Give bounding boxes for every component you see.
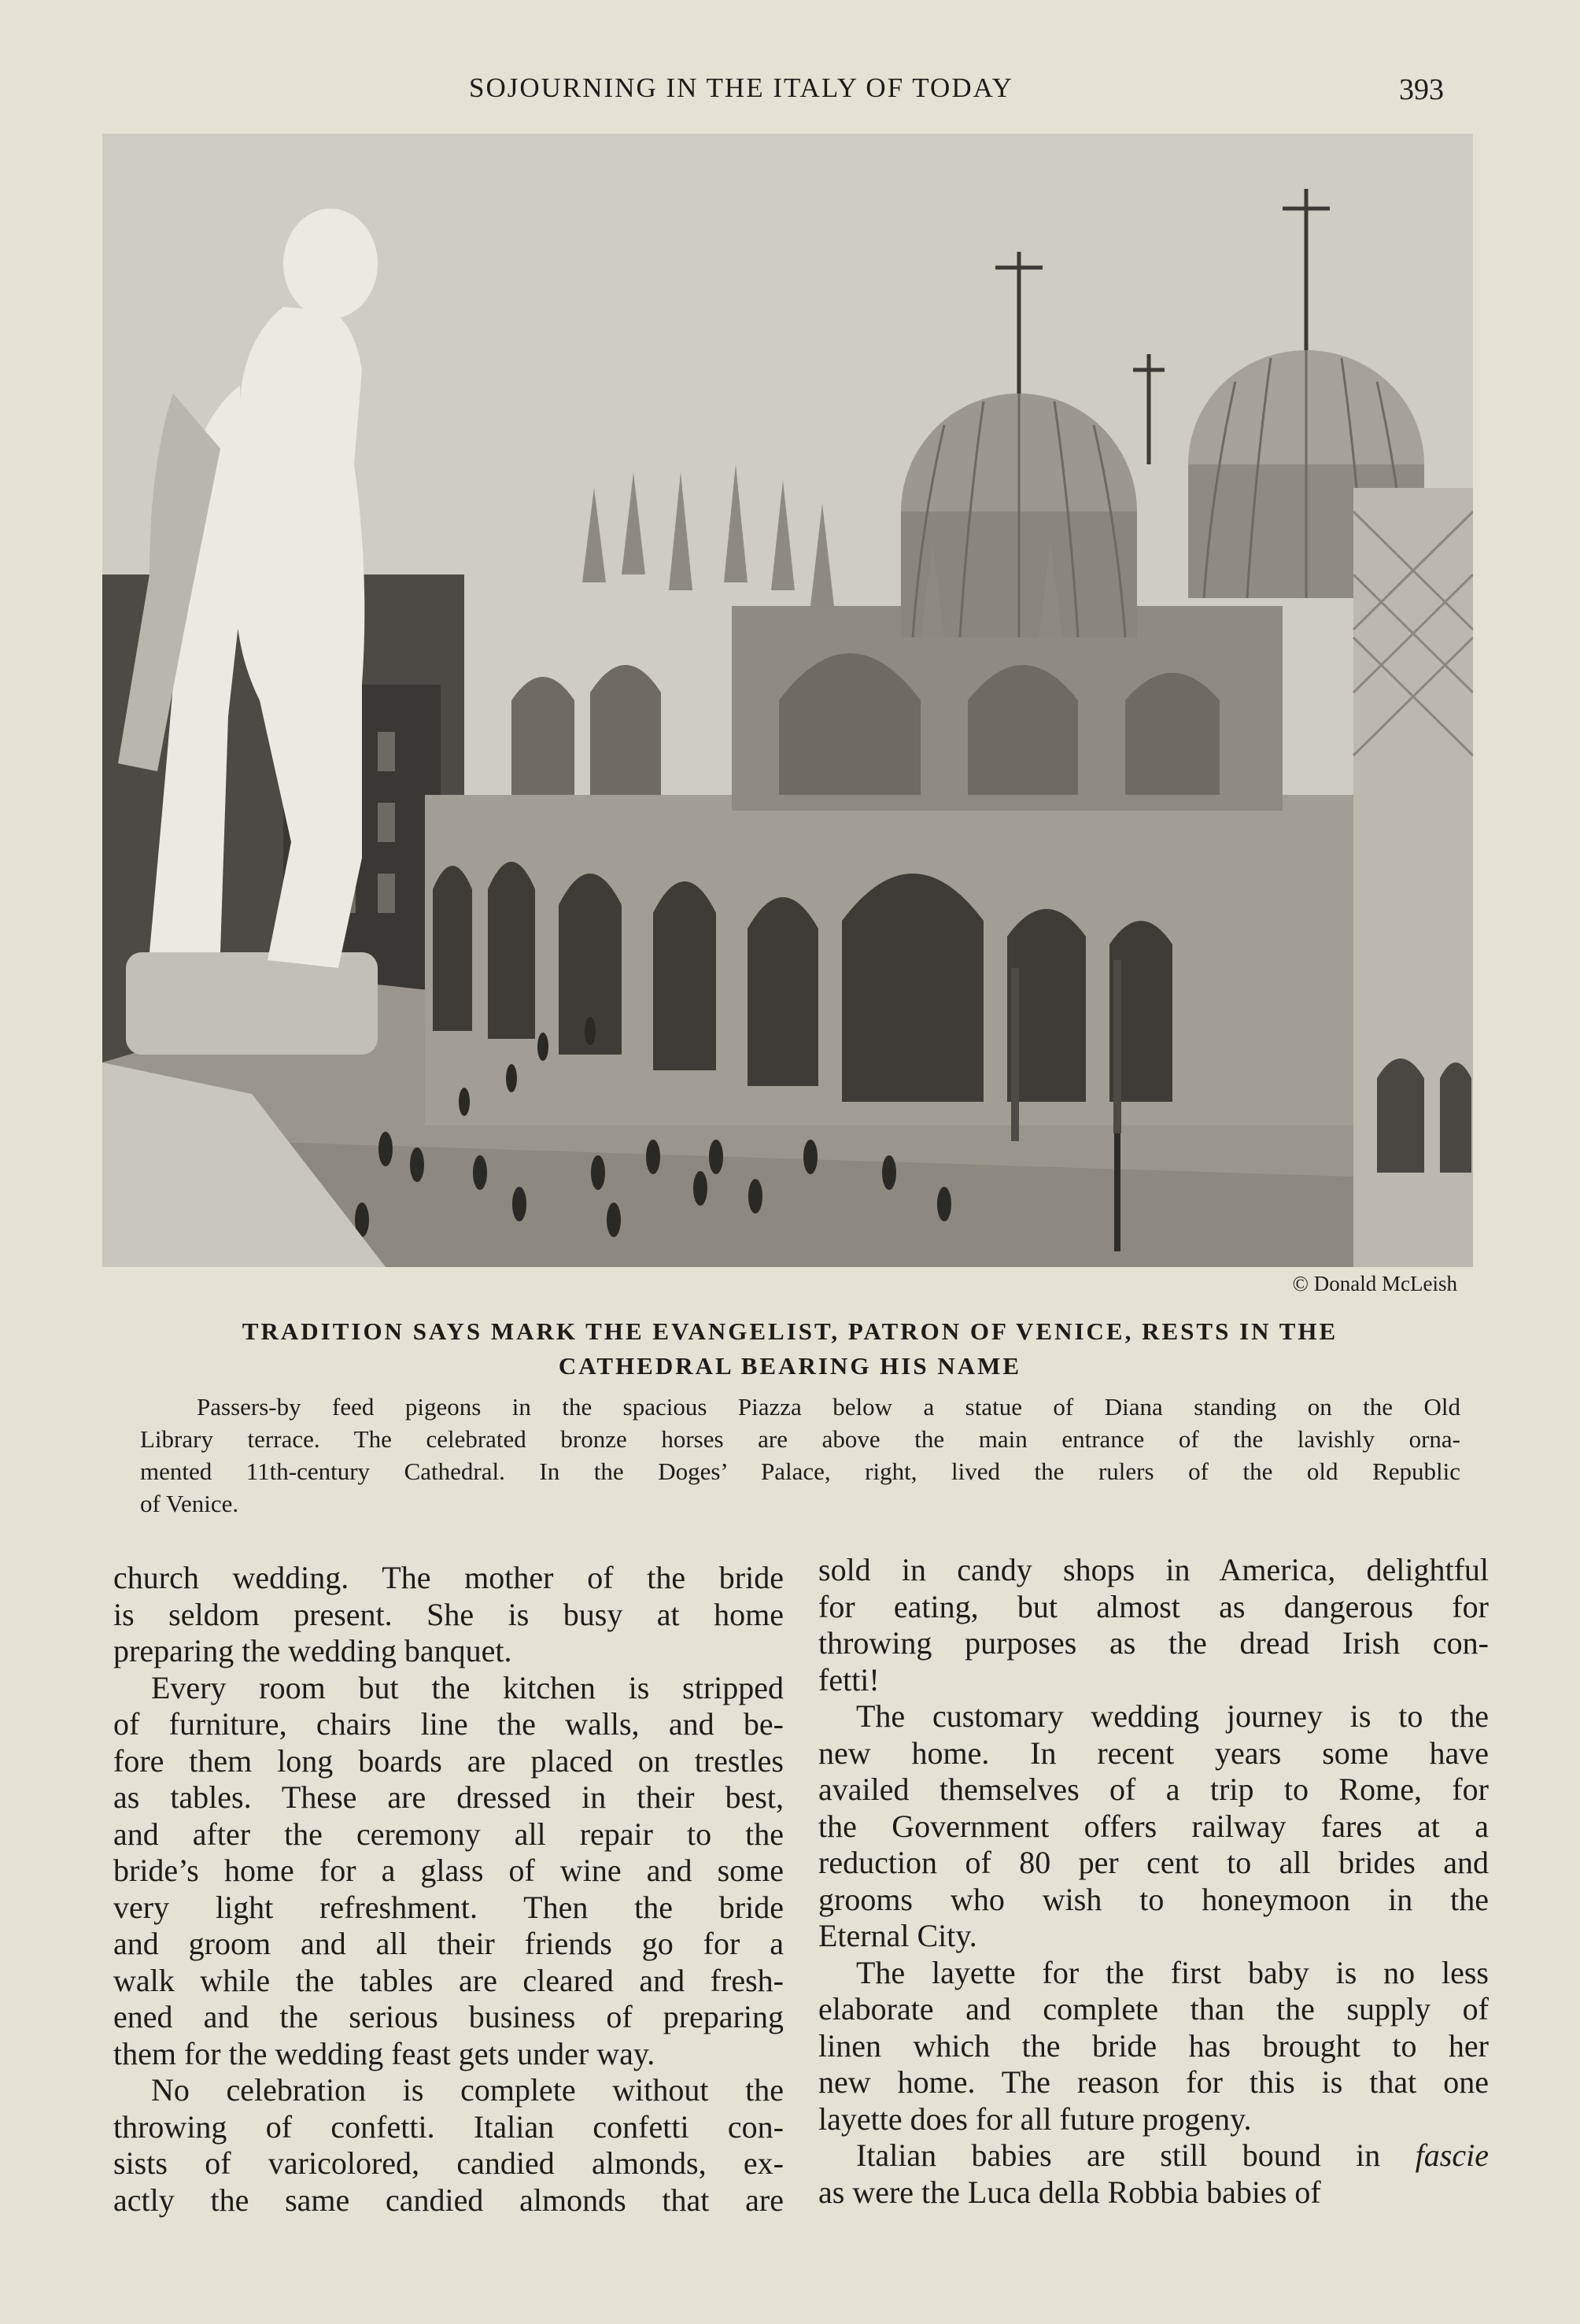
text-line: sists of varicolored, candied almonds, ex-: [113, 2145, 784, 2181]
text-line: The layette for the first baby is no less: [856, 1954, 1489, 1990]
text-line: new home. The reason for this is that one: [818, 2064, 1489, 2100]
text-line: availed themselves of a trip to Rome, for: [818, 1772, 1489, 1807]
text-line: reduction of 80 per cent to all brides and: [818, 1845, 1489, 1880]
text-line: for eating, but almost as dangerous for: [818, 1588, 1489, 1624]
text-line: and after the ceremony all repair to the: [113, 1816, 784, 1852]
text-line: walk while the tables are cleared and fresh-: [113, 1962, 784, 1998]
text-line: grooms who wish to honeymoon in the: [818, 1881, 1489, 1917]
text-line: church wedding. The mother of the bride: [113, 1560, 784, 1595]
photo-st-marks-basilica: [102, 134, 1473, 1267]
text-line: [818, 2137, 1489, 2174]
text-line: fetti!: [818, 1661, 880, 1698]
caption-line: Passers-by feed pigeons in the spacious Piazza below a statue of Diana standing on the Old: [197, 1393, 1460, 1421]
text-line: is seldom present. She is busy at home: [113, 1596, 784, 1632]
text-line: linen which the bride has brought to her: [818, 2027, 1489, 2064]
text-line: fore them long boards are placed on trestles: [113, 1742, 784, 1779]
right-column: [818, 1552, 1489, 2211]
text-line: elaborate and complete than the supply of: [818, 1991, 1489, 2027]
running-title: SOJOURNING IN THE ITALY OF TODAY: [469, 72, 1013, 103]
text-line: ened and the serious business of preparing: [113, 1999, 784, 2034]
caption-line: of Venice.: [140, 1490, 239, 1517]
text-line: as tables. These are dressed in their best,: [113, 1779, 784, 1815]
text-line: bride’s home for a glass of wine and some: [113, 1853, 784, 1888]
text-line: and groom and all their friends go for a: [113, 1926, 784, 1961]
text-line: throwing of confetti. Italian confetti con-: [113, 2108, 784, 2145]
text-line: No celebration is complete without the: [151, 2072, 784, 2108]
text-line: The customary wedding journey is to the: [856, 1698, 1489, 1734]
italic-word: fascie: [1415, 2137, 1489, 2173]
text-fragment: Italian babies are still bound in: [856, 2137, 1416, 2173]
caption-title-line: CATHEDRAL BEARING HIS NAME: [558, 1352, 1022, 1380]
text-line: as were the Luca della Robbia babies of: [818, 2174, 1321, 2210]
photo-illustration: [102, 134, 1473, 1267]
caption-line: Library terrace. The celebrated bronze horses are above the main entrance of the lavishly orna-: [140, 1425, 1460, 1453]
text-line: layette does for all future progeny.: [818, 2100, 1252, 2137]
text-line: very light refreshment. Then the bride: [113, 1889, 784, 1925]
caption-title-line: TRADITION SAYS MARK THE EVANGELIST, PATRON OF VENICE, RESTS IN THE: [242, 1317, 1338, 1345]
caption-title: [157, 1314, 1423, 1384]
text-line: the Government offers railway fares at a: [818, 1808, 1489, 1844]
caption-line: mented 11th-century Cathedral. In the Doges’ Palace, right, lived the rulers of the old Republic: [140, 1458, 1460, 1485]
text-line: Every room but the kitchen is stripped: [151, 1669, 784, 1705]
text-line: preparing the wedding banquet.: [113, 1633, 512, 1668]
caption-body: [140, 1391, 1460, 1520]
left-column: [113, 1560, 784, 2219]
text-line: them for the wedding feast gets under way.: [113, 2035, 655, 2071]
text-line: of furniture, chairs line the walls, and be-: [113, 1706, 784, 1742]
text-line: sold in candy shops in America, delightful: [818, 1552, 1489, 1587]
page-number: 393: [1399, 73, 1444, 106]
text-line: new home. In recent years some have: [818, 1735, 1489, 1771]
running-head: [0, 72, 1580, 112]
text-line: actly the same candied almonds that are: [113, 2182, 784, 2218]
photo-credit: © Donald McLeish: [1292, 1272, 1457, 1295]
text-line: throwing purposes as the dread Irish con-: [818, 1625, 1489, 1661]
text-line: Eternal City.: [818, 1918, 977, 1953]
